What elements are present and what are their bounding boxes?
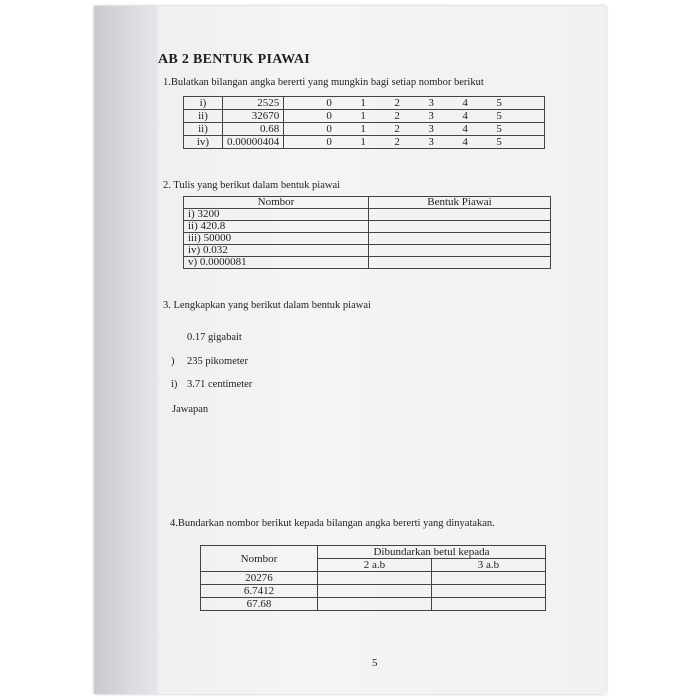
q1-digit-option[interactable]: 3 bbox=[428, 136, 434, 148]
q1-digit-option[interactable]: 2 bbox=[394, 97, 400, 109]
q2-row-nombor: iv) 0.032 bbox=[184, 245, 369, 257]
q2-row-answer-blank[interactable] bbox=[369, 245, 551, 257]
q1-digit-option[interactable]: 0 bbox=[326, 97, 332, 109]
q1-digit-option[interactable]: 4 bbox=[462, 123, 468, 135]
q1-digit-option[interactable]: 4 bbox=[462, 136, 468, 148]
q1-digit-option[interactable]: 2 bbox=[394, 110, 400, 122]
q3-item-1: 0.17 gigabait bbox=[187, 332, 242, 343]
q2-header-bentuk-piawai: Bentuk Piawai bbox=[369, 197, 551, 209]
q1-prompt: 1.Bulatkan bilangan angka bererti yang mungkin bagi setiap nombor berikut bbox=[163, 77, 484, 88]
q1-row-label: i) bbox=[184, 97, 223, 110]
q1-digit-option[interactable]: 2 bbox=[394, 123, 400, 135]
q4-answer-2ab[interactable] bbox=[318, 598, 432, 611]
q1-digit-option[interactable]: 3 bbox=[428, 123, 434, 135]
q4-row-nombor: 20276 bbox=[201, 572, 318, 585]
q1-digit-option[interactable]: 2 bbox=[394, 136, 400, 148]
q4-row bbox=[201, 585, 546, 598]
page-number: 5 bbox=[372, 657, 378, 669]
page-fold-shadow bbox=[94, 6, 158, 694]
q1-row-value: 0.00000404 bbox=[223, 136, 284, 149]
q1-row-value: 2525 bbox=[223, 97, 284, 110]
q4-row-nombor: 6.7412 bbox=[201, 585, 318, 598]
q2-row bbox=[184, 245, 551, 257]
q2-row-answer-blank[interactable] bbox=[369, 209, 551, 221]
q1-row bbox=[184, 110, 545, 123]
q2-row-answer-blank[interactable] bbox=[369, 257, 551, 269]
q4-answer-3ab[interactable] bbox=[431, 585, 545, 598]
q1-digit-options bbox=[284, 97, 545, 110]
q2-row bbox=[184, 257, 551, 269]
q2-row-nombor: i) 3200 bbox=[184, 209, 369, 221]
q1-digit-option[interactable]: 1 bbox=[360, 110, 366, 122]
q1-row-value: 32670 bbox=[223, 110, 284, 123]
q4-answer-3ab[interactable] bbox=[431, 572, 545, 585]
q4-row bbox=[201, 572, 546, 585]
q4-subheader-3ab: 3 a.b bbox=[431, 559, 545, 572]
q3-prompt: 3. Lengkapkan yang berikut dalam bentuk piawai bbox=[163, 300, 371, 311]
q1-digit-option[interactable]: 0 bbox=[326, 110, 332, 122]
q1-row-value: 0.68 bbox=[223, 123, 284, 136]
q1-row-label: ii) bbox=[184, 123, 223, 136]
q2-row-nombor: v) 0.0000081 bbox=[184, 257, 369, 269]
q1-digit-options bbox=[284, 136, 545, 149]
q1-digit-option[interactable]: 1 bbox=[360, 97, 366, 109]
q1-digit-option[interactable]: 5 bbox=[496, 110, 502, 122]
q1-digit-option[interactable]: 1 bbox=[360, 123, 366, 135]
chapter-title: AB 2 BENTUK PIAWAI bbox=[158, 52, 311, 67]
q4-prompt: 4.Bundarkan nombor berikut kepada bilangan angka bererti yang dinyatakan. bbox=[170, 518, 495, 529]
q2-header-nombor: Nombor bbox=[184, 197, 369, 209]
q1-row-label: iv) bbox=[184, 136, 223, 149]
q1-digit-options bbox=[284, 123, 545, 136]
q4-header-nombor: Nombor bbox=[201, 546, 318, 572]
q2-row-nombor: iii) 50000 bbox=[184, 233, 369, 245]
q2-row-nombor: ii) 420.8 bbox=[184, 221, 369, 233]
q2-row bbox=[184, 233, 551, 245]
q1-digit-option[interactable]: 4 bbox=[462, 97, 468, 109]
q2-prompt: 2. Tulis yang berikut dalam bentuk piawai bbox=[163, 180, 341, 191]
q2-row-answer-blank[interactable] bbox=[369, 233, 551, 245]
q2-row bbox=[184, 209, 551, 221]
q1-digit-option[interactable]: 3 bbox=[428, 110, 434, 122]
q1-digit-option[interactable]: 3 bbox=[428, 97, 434, 109]
q1-digit-option[interactable]: 4 bbox=[462, 110, 468, 122]
q1-digit-options bbox=[284, 110, 545, 123]
q4-answer-3ab[interactable] bbox=[431, 598, 545, 611]
q2-row-answer-blank[interactable] bbox=[369, 221, 551, 233]
q1-digit-option[interactable]: 0 bbox=[326, 136, 332, 148]
q3-item-3: i) 3.71 centimeter bbox=[171, 379, 253, 390]
q1-digit-option[interactable]: 1 bbox=[360, 136, 366, 148]
q1-row bbox=[184, 136, 545, 149]
q3-answer-label: Jawapan bbox=[172, 404, 209, 415]
q1-digit-option[interactable]: 0 bbox=[326, 123, 332, 135]
q1-row-label: ii) bbox=[184, 110, 223, 123]
q4-header-group: Dibundarkan betul kepada bbox=[318, 546, 546, 559]
q4-answer-2ab[interactable] bbox=[318, 585, 432, 598]
q1-row bbox=[184, 97, 545, 110]
q1-table bbox=[183, 96, 545, 149]
q1-digit-option[interactable]: 5 bbox=[496, 136, 502, 148]
q4-table bbox=[200, 545, 546, 611]
q1-digit-option[interactable]: 5 bbox=[496, 123, 502, 135]
q3-item-2: ) 235 pikometer bbox=[171, 356, 248, 367]
q4-answer-2ab[interactable] bbox=[318, 572, 432, 585]
q4-row bbox=[201, 598, 546, 611]
q4-subheader-2ab: 2 a.b bbox=[318, 559, 432, 572]
q4-row-nombor: 67.68 bbox=[201, 598, 318, 611]
q1-row bbox=[184, 123, 545, 136]
q1-digit-option[interactable]: 5 bbox=[496, 97, 502, 109]
q2-row bbox=[184, 221, 551, 233]
q2-table bbox=[183, 196, 551, 269]
